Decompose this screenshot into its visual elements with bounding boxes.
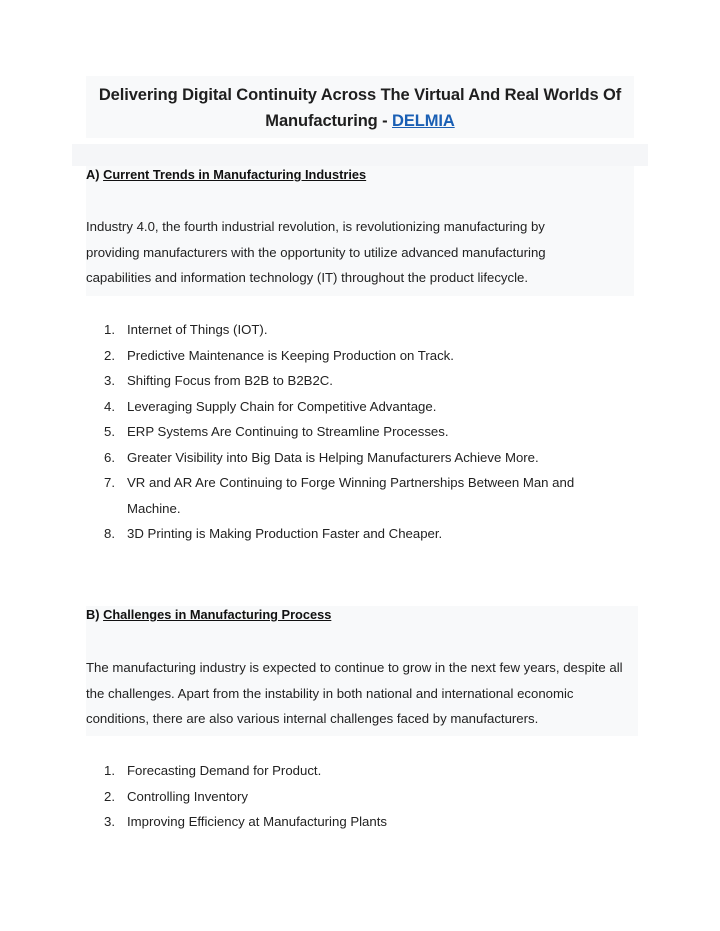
list-item-number: 2. <box>104 347 115 363</box>
section-b-list <box>86 758 626 835</box>
list-item <box>86 521 626 547</box>
section-a-prefix: A) <box>86 167 100 182</box>
list-item-text: Predictive Maintenance is Keeping Production on Track. <box>127 347 454 363</box>
list-item-number: 1. <box>104 763 115 778</box>
list-item-text: Leveraging Supply Chain for Competitive Advantage. <box>127 398 437 414</box>
list-item <box>86 445 626 471</box>
list-item-number: 4. <box>104 398 115 414</box>
list-item <box>86 419 626 445</box>
page-title-text: Delivering Digital Continuity Across The Virtual And Real Worlds Of Manufacturing - <box>98 86 622 130</box>
list-item-text: Internet of Things (IOT). <box>127 322 268 337</box>
page-title <box>86 82 634 134</box>
list-item-number: 7. <box>104 475 115 490</box>
list-item-number: 3. <box>104 373 115 388</box>
section-b-title: Challenges in Manufacturing Process <box>103 607 332 622</box>
list-item <box>86 394 626 420</box>
list-item-text: ERP Systems Are Continuing to Streamline Processes. <box>127 424 449 439</box>
list-item-text: VR and AR Are Continuing to Forge Winning Partnerships Between Man and Machine. <box>127 475 575 516</box>
list-item-text: Shifting Focus from B2B to B2B2C. <box>127 373 333 388</box>
section-a-title: Current Trends in Manufacturing Industries <box>103 167 367 182</box>
delmia-link[interactable]: DELMIA <box>392 112 455 130</box>
list-item <box>86 809 626 835</box>
section-a-heading <box>86 166 366 184</box>
list-item-text: Improving Efficiency at Manufacturing Plants <box>127 814 387 829</box>
list-item-text: Greater Visibility into Big Data is Helping Manufacturers Achieve More. <box>127 449 539 465</box>
list-item <box>86 470 626 521</box>
list-item <box>86 343 626 369</box>
section-a-list <box>86 317 626 547</box>
list-item <box>86 317 626 343</box>
list-item-number: 6. <box>104 449 115 465</box>
section-a-paragraph: Industry 4.0, the fourth industrial revolution, is revolutionizing manufacturing by providing manufacturers with the opportunity to utilize advanced manufacturing capabilities and information technology (IT) throughout the product lifecycle. <box>86 219 546 285</box>
title-underlay-band <box>72 144 648 166</box>
list-item <box>86 758 626 784</box>
list-item-number: 5. <box>104 424 115 439</box>
list-item-number: 1. <box>104 322 115 337</box>
list-item-number: 2. <box>104 788 115 804</box>
list-item <box>86 368 626 394</box>
list-item-number: 8. <box>104 526 115 541</box>
section-b-prefix: B) <box>86 607 100 622</box>
section-b-heading <box>86 606 331 624</box>
list-item-text: Controlling Inventory <box>127 788 248 804</box>
list-item-number: 3. <box>104 814 115 829</box>
section-b-paragraph: The manufacturing industry is expected to continue to grow in the next few years, despite all the challenges. Apart from the instability in both national and international economic conditions, there are also various internal challenges faced by manufacturers. <box>86 660 623 726</box>
list-item-text: Forecasting Demand for Product. <box>127 763 322 778</box>
list-item-text: 3D Printing is Making Production Faster and Cheaper. <box>127 526 443 541</box>
list-item <box>86 784 626 810</box>
